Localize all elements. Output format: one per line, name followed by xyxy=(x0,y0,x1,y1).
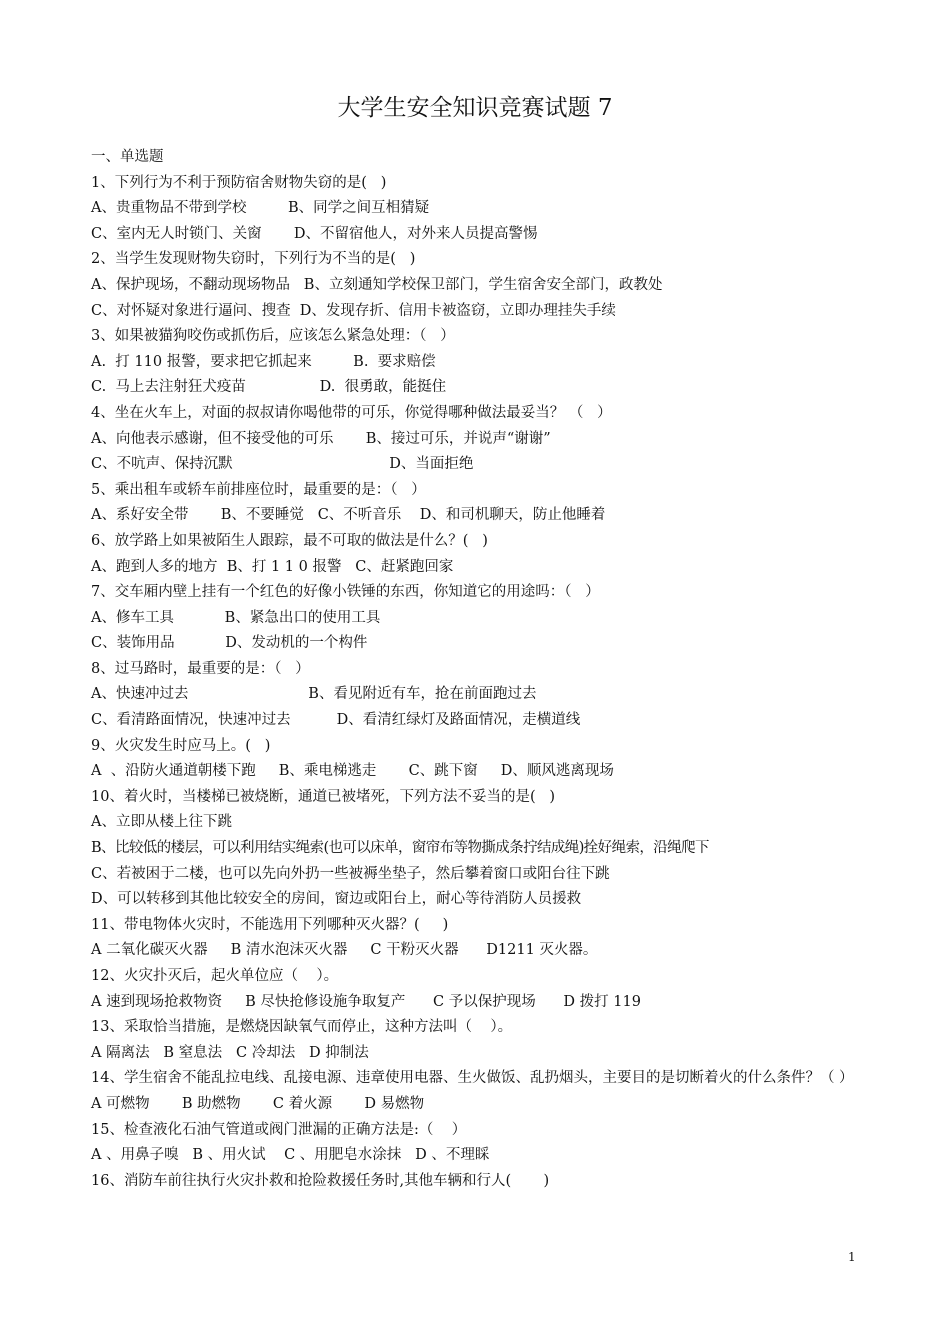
question-line: 10、着火时，当楼梯已被烧断，通道已被堵死，下列方法不妥当的是( ) xyxy=(91,788,556,805)
option-line: A 、沿防火通道朝楼下跑 B、乘电梯逃走 C、跳下窗 D、顺风逃离现场 xyxy=(91,763,614,780)
option-line: C、不吭声、保持沉默 D、当面拒绝 xyxy=(91,456,474,473)
question-line: 4、坐在火车上，对面的叔叔请你喝他带的可乐，你觉得哪种做法最妥当？ （ ） xyxy=(91,404,612,421)
option-line: C、室内无人时锁门、关窗 D、不留宿他人，对外来人员提高警惕 xyxy=(91,225,538,242)
option-line: A、修车工具 B、紧急出口的使用工具 xyxy=(91,609,381,626)
question-line: 6、放学路上如果被陌生人跟踪，最不可取的做法是什么？( ) xyxy=(91,532,488,549)
question-line: 16、消防车前往执行火灾扑救和抢险救援任务时,其他车辆和行人( ) xyxy=(91,1172,550,1189)
option-line: A、系好安全带 B、不要睡觉 C、不听音乐 D、和司机聊天，防止他睡着 xyxy=(91,507,606,524)
option-line: A、贵重物品不带到学校 B、同学之间互相猜疑 xyxy=(91,200,430,217)
question-line: 15、检查液化石油气管道或阀门泄漏的正确方法是:（ ） xyxy=(91,1121,467,1138)
option-line: A、保护现场，不翻动现场物品 B、立刻通知学校保卫部门，学生宿舍安全部门，政教处 xyxy=(91,276,663,293)
option-line: A 隔离法 B 窒息法 C 冷却法 D 抑制法 xyxy=(91,1044,369,1061)
option-line: A、立即从楼上往下跳 xyxy=(91,814,232,831)
question-line: 13、采取恰当措施，是燃烧因缺氧气而停止，这种方法叫（ ）。 xyxy=(91,1019,513,1036)
option-line: D、可以转移到其他比较安全的房间，窗边或阳台上，耐心等待消防人员援救 xyxy=(91,891,582,908)
option-line: A、跑到人多的地方 B、打 1 1 0 报警 C、赶紧跑回家 xyxy=(91,558,454,575)
question-line: 5、乘出租车或轿车前排座位时，最重要的是：（ ） xyxy=(91,481,426,498)
option-line: C. 马上去注射狂犬疫苗 D. 很勇敢，能挺住 xyxy=(91,379,447,396)
option-line: A. 打 110 报警，要求把它抓起来 B. 要求赔偿 xyxy=(91,353,436,370)
document-body xyxy=(91,145,871,1194)
question-line: 12、火灾扑灭后，起火单位应（ ）。 xyxy=(91,968,339,984)
section-heading: 一、单选题 xyxy=(91,149,164,165)
option-line: A 、用鼻子嗅 B 、用火试 C 、用肥皂水涂抹 D 、不理睬 xyxy=(91,1147,490,1164)
question-line: 11、带电物体火灾时，不能选用下列哪种灭火器？( ) xyxy=(91,916,449,933)
option-line: C、装饰用品 D、发动机的一个构件 xyxy=(91,635,368,652)
question-line: 2、当学生发现财物失窃时，下列行为不当的是( ) xyxy=(91,251,416,268)
option-line: B、比较低的楼层，可以利用结实绳索(也可以床单，窗帘布等物撕成条拧结成绳)拴好绳索，沿绳爬下 xyxy=(91,840,709,857)
page-number: 1 xyxy=(848,1250,856,1264)
option-line: C、若被困于二楼，也可以先向外扔一些被褥坐垫子，然后攀着窗口或阳台往下跳 xyxy=(91,865,610,882)
document-title: 大学生安全知识竞赛试题 7 xyxy=(337,95,613,121)
option-line: A 速到现场抢救物资 B 尽快抢修设施争取复产 C 予以保护现场 D 拨打 119 xyxy=(91,993,641,1010)
question-line: 14、学生宿舍不能乱拉电线、乱接电源、违章使用电器、生火做饭、乱扔烟头，主要目的是切断着火的什么条件？（ ） xyxy=(91,1070,854,1087)
option-line: C、对怀疑对象进行逼问、搜查 D、发现存折、信用卡被盗窃，立即办理挂失手续 xyxy=(91,302,616,319)
question-line: 1、下列行为不利于预防宿舍财物失窃的是( ) xyxy=(91,174,387,191)
option-line: A、快速冲过去 B、看见附近有车，抢在前面跑过去 xyxy=(91,686,537,703)
question-line: 8、过马路时，最重要的是：（ ） xyxy=(91,660,310,677)
option-line: A、向他表示感谢，但不接受他的可乐 B、接过可乐，并说声“谢谢” xyxy=(91,430,551,447)
option-line: A 可燃物 B 助燃物 C 着火源 D 易燃物 xyxy=(91,1095,425,1112)
option-line: C、看清路面情况，快速冲过去 D、看清红绿灯及路面情况，走横道线 xyxy=(91,712,581,729)
option-line: A 二氧化碳灭火器 B 清水泡沫灭火器 C 干粉灭火器 D1211 灭火器。 xyxy=(91,942,598,959)
question-line: 3、如果被猫狗咬伤或抓伤后，应该怎么紧急处理：（ ） xyxy=(91,328,455,345)
question-line: 7、交车厢内壁上挂有一个红色的好像小铁锤的东西，你知道它的用途吗：（ ） xyxy=(91,584,600,601)
question-line: 9、火灾发生时应马上。( ) xyxy=(91,737,271,754)
